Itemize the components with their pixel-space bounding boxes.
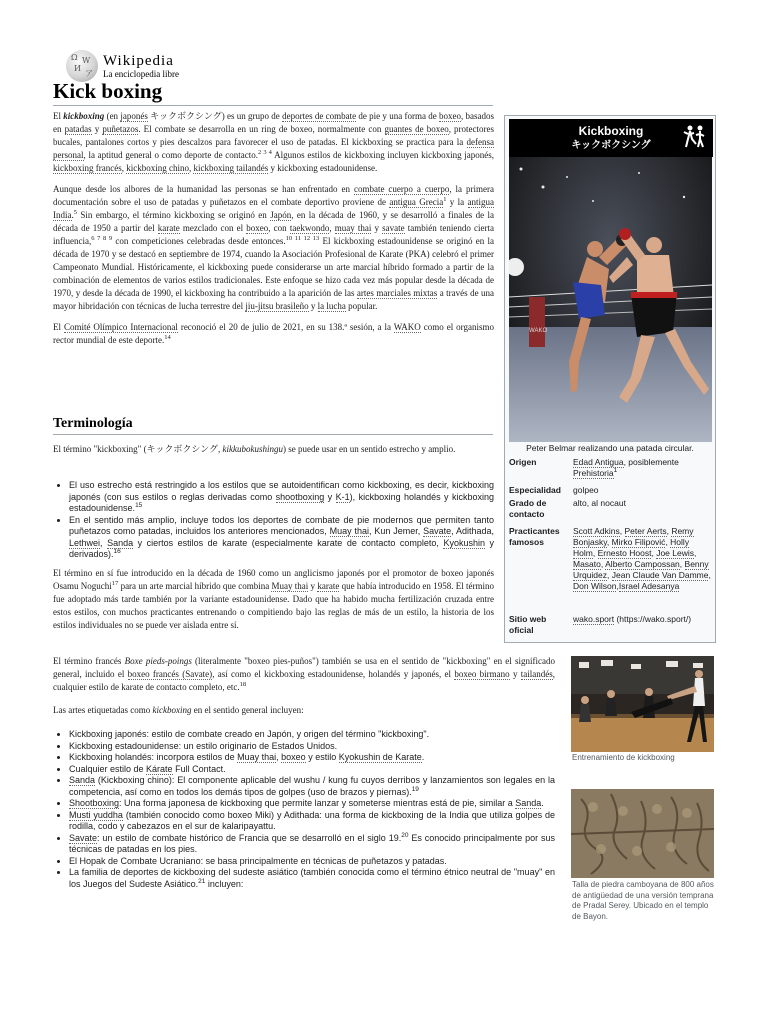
inline-link[interactable]: Jean Claude Van Damme	[611, 570, 709, 580]
inline-link[interactable]: kickboxing tailandés	[193, 163, 269, 173]
list-item: • En el sentido más amplio, incluye todos los deportes de combate de pie modernos que permiten tanto puñetazos como patadas, incluidos los anteriores mencionados, Muay thai, Kun Jemer, Savate, Adithada, Lethwei, Sanda y ciertos estilos de karate (especialmente karate de contacto completo, Kyokushin y derivados).$^{16}$	[69, 515, 494, 561]
inline-link[interactable]: boxeo	[439, 111, 461, 121]
citation-ref[interactable]: 1	[443, 196, 447, 203]
inline-link[interactable]: Holly Holm	[573, 537, 690, 558]
inline-link[interactable]: Lethwei	[69, 537, 101, 548]
inline-link[interactable]: Israel Adesanya	[618, 581, 680, 591]
citation-ref[interactable]: 17	[111, 580, 119, 587]
globe-icon: Ω W И ア	[66, 50, 98, 82]
intro-section	[53, 110, 494, 347]
inline-link[interactable]: boxeo	[246, 223, 269, 233]
intro-paragraph-3: El Comité Olímpico Internacional reconoció el 20 de julio de 2021, en su 138.ª sesión, a la WAKO como el organismo rector mundial de este deporte.$^{14}$	[53, 322, 494, 345]
list-item: • Shootboxing: Una forma japonesa de kickboxing que permite lanzar y someterse mientras está de pie, similar a Sanda.	[69, 798, 555, 810]
arts-list	[53, 729, 555, 890]
inline-link[interactable]: Savate	[423, 526, 452, 536]
inline-link[interactable]: muay thai	[334, 223, 372, 233]
tagline: La enciclopedia libre	[103, 68, 179, 79]
inline-link[interactable]: Ernesto Hoost	[597, 548, 652, 558]
infobox-title-japanese: キックボクシング	[571, 140, 651, 151]
inline-link[interactable]: jiu-jitsu brasileño	[245, 301, 309, 311]
kickboxing-pictogram-icon	[683, 123, 707, 151]
inline-link[interactable]: Prehistoria	[573, 468, 614, 478]
intro-paragraph-1: El kickboxing (en japonés キックボクシング) es un grupo de deportes de combate de pie y una forma de boxeo, basados en patadas y puñetazos. El combate se desarrolla en un ring de boxeo, normalmente con guantes de boxeo, protectores bucales, pantalones cortos y pies descalzos para favorecer el uso de patadas. El kickboxing se practica para la defensa personal, la aptitud general o como deporte de contacto.$^{2 3 4}$ Algunos estilos de kickboxing incluyen kickboxing japonés, kickboxing francés, kickboxing chino, kickboxing tailandés y kickboxing estadounidense.	[53, 111, 495, 173]
stone-carving-caption: Talla de piedra camboyana de 800 años de antigüedad de una versión temprana de Pradal Serey. Ubicado en el templo de Bayon.	[572, 880, 714, 921]
citation-ref[interactable]: 10 11 12 13	[285, 235, 320, 242]
inline-link[interactable]: guantes de boxeo	[384, 124, 449, 134]
inline-link[interactable]: Muay thai	[237, 752, 277, 762]
inline-link[interactable]: Sanda	[107, 537, 134, 548]
page-title: Kick boxing	[53, 78, 493, 106]
citation-ref[interactable]: 5	[73, 209, 77, 216]
inline-link[interactable]: Masato	[573, 559, 601, 569]
inline-link[interactable]: Comité Olímpico Internacional	[63, 322, 178, 332]
list-item: • El uso estrecho está restringido a los estilos que se autoidentifican como kickboxing, es decir, kickboxing japonés (con sus estilos o reglas derivadas como shootboxing y K-1), kickboxing holandés y kickboxing estadounidense.$^{15}$	[69, 480, 494, 515]
inline-link[interactable]: japonés	[120, 111, 148, 121]
list-item: • Cualquier estilo de Kárate Full Contact.	[69, 764, 555, 776]
inline-link[interactable]: Edad Antigua	[573, 457, 624, 467]
stone-carving-photo[interactable]	[571, 789, 714, 878]
inline-link[interactable]: Scott Adkins	[573, 526, 620, 536]
inline-link[interactable]: deportes de combate	[282, 111, 357, 121]
inline-link[interactable]: karate	[157, 223, 180, 233]
inline-link[interactable]: defensa personal	[53, 137, 494, 160]
inline-link[interactable]: boxeo birmano	[454, 669, 510, 679]
list-item: • La familia de deportes de kickboxing del sudeste asiático (también conocida como el término étnico neutral de "muay" en los Juegos del Sudeste Asiático.$^{21}$ incluyen:	[69, 867, 555, 890]
inline-link[interactable]: Kyokushin	[443, 537, 485, 548]
inline-link[interactable]: Don Wilson	[573, 581, 617, 591]
citation-ref[interactable]: 20	[401, 831, 409, 839]
list-item: • El Hopak de Combate Ucraniano: se basa principalmente en técnicas de puñetazos y patadas.	[69, 856, 555, 868]
inline-link[interactable]: K-1	[335, 491, 350, 502]
inline-link[interactable]: boxeo francés (Savate)	[127, 669, 213, 679]
list-item: • Savate: un estilo de combate histórico de Francia que se desarrolló en el siglo 19.20 Es conocido principalmente por sus técnicas de patadas en los pies.	[69, 833, 555, 856]
inline-link[interactable]: combate cuerpo a cuerpo	[353, 184, 450, 194]
inline-link[interactable]: artes marciales mixtas	[356, 288, 438, 298]
inline-link[interactable]: tailandés	[520, 669, 553, 679]
inline-link[interactable]: boxeo	[281, 752, 306, 762]
training-caption: Entrenamiento de kickboxing	[572, 753, 675, 762]
inline-link[interactable]: antigua India	[53, 197, 494, 220]
inline-link[interactable]: karate	[317, 581, 340, 591]
inline-link[interactable]: Japón	[270, 210, 292, 220]
inline-link[interactable]: Muay thai	[271, 581, 309, 591]
list-item: • Kickboxing japonés: estilo de combate creado en Japón, y origen del término "kickboxing".	[69, 729, 555, 741]
inline-link[interactable]: Savate	[69, 832, 98, 843]
inline-link[interactable]: Shootboxing	[69, 798, 120, 808]
terminology-intro: El término "kickboxing" (キックボクシング, kikkubokushingu) se puede usar en un sentido estrecho y amplio.	[53, 444, 456, 454]
inline-link[interactable]: puñetazos	[102, 124, 139, 134]
infobox-title: Kickboxing	[578, 124, 644, 138]
inline-link[interactable]: Sanda	[69, 775, 96, 785]
citation-ref[interactable]: 1	[613, 467, 618, 475]
inline-link[interactable]: Kárate	[146, 763, 173, 774]
inline-link[interactable]: Mirko Filipović	[611, 537, 666, 547]
intro-paragraph-2: Aunque desde los albores de la humanidad las personas se han enfrentado en combate cuerpo a cuerpo, la primera documentación sobre el uso de patadas y puñetazos en el combate deportivo proviene de antigua Grecia$^1$ y la antigua India.$^5$ Sin embargo, el término kickboxing se originó en Japón, en la década de 1960, y se desarrolló a finales de la década de 1950 a partir del karate mezclado con el boxeo, con taekwondo, muay thai y savate también teniendo cierta influencia,$^{6 7 8 9}$ con competiciones celebradas desde entonces.$^{10 11 12 13}$ El kickboxing estadounidense se originó en la década de 1970 y se destacó en septiembre de 1974, cuando la Asociación Profesional de Karate (PKA) celebró el primer Campeonato Mundial. Históricamente, el kickboxing puede considerarse un arte marcial híbrido formado a partir de la combinación de elementos de varios estilos tradicionales. Este enfoque se hizo cada vez más popular desde la década de 1970, y desde la década de 1990, el kickboxing ha contribuido a la aparición de las artes marciales mixtas a través de una mayor hibridación con técnicas de lucha terrestre del jiu-jitsu brasileño y la lucha popular.	[53, 184, 495, 311]
citation-ref[interactable]: 15	[135, 502, 143, 509]
wordmark: Wikipedia	[103, 52, 174, 69]
list-item: • Sanda (Kickboxing chino): El componente aplicable del wushu / kung fu cuyos derribos y lanzamientos son legales en la competencia, así como en todos los demás tipos de golpes (uso de brazos y piernas).$^{19}$	[69, 775, 555, 798]
inline-link[interactable]: savate	[382, 223, 405, 233]
inline-link[interactable]: Kyokushin de Karate	[338, 752, 422, 762]
infobox: Kickboxing キックボクシング WAKO Peter Belmar realizando una patada circular. Origen Edad Antigua, posiblemente Prehistoria$^1$ Especialidad golpeo Grado de contacto alto, al nocaut Practicantes famosos Scott Adkins, Peter Aerts, Remy Bonjasky, Mirko Filipović, Holly Holm, Ernesto Hoost, Joe Lewis, Masato, Alberto Campossan, Benny Urquidez, Jean Claude Van Damme, Don Wilson,Israel Adesanya Sitio web oficial wako.sport (https://wako.sport/)	[504, 115, 716, 643]
citation-ref[interactable]: 2 3 4	[258, 149, 272, 156]
inline-link[interactable]: Muay thai	[329, 526, 369, 536]
inline-link[interactable]: Joe Lewis	[656, 548, 694, 558]
inline-link[interactable]: shootboxing	[275, 491, 325, 502]
infobox-row-origen: Origen Edad Antigua, posiblemente Prehistoria$^1$	[509, 457, 679, 478]
svg-text:WAKO: WAKO	[529, 328, 548, 334]
inline-link[interactable]: Musti yuddha	[69, 809, 123, 820]
inline-link[interactable]: taekwondo	[289, 223, 330, 233]
inline-link[interactable]: patadas	[64, 124, 92, 134]
terminology-paragraph-2: El término en sí fue introducido en la década de 1960 como un anglicismo japonés por el promotor de boxeo japonés Osamu Noguchi$^{17}$ para un arte marcial híbrido que combina Muay thai y karate que había introducido en 1958. El término fue adoptado más tarde también por la variante estadounidense. Dado que ha habido mucha fertilización cruzada entre estos estilos, con muchos practicantes entrenando o compitiendo bajo las reglas de más de un estilo, la historia de los estilos individuales no se puede ver aislada entre sí.	[53, 568, 494, 630]
infobox-photo[interactable]	[509, 157, 712, 442]
citation-ref[interactable]: 18	[239, 681, 247, 688]
inline-link[interactable]: Remy Bonjasky	[573, 526, 694, 547]
inline-link[interactable]: kickboxing francés	[53, 163, 122, 173]
infobox-header	[509, 119, 713, 157]
list-item: • Kickboxing estadounidense: un estilo originario de Estados Unidos.	[69, 741, 555, 753]
inline-link[interactable]: la lucha	[317, 301, 346, 311]
training-photo[interactable]	[571, 656, 714, 752]
citation-ref[interactable]: 16	[113, 548, 121, 555]
infobox-caption: Peter Belmar realizando una patada circular.	[526, 443, 694, 453]
inline-link[interactable]: Benny Urquidez	[573, 559, 709, 580]
terminology-paragraph-3: El término francés Boxe pieds-poings (literalmente "boxeo pies-puños") también se usa en el sentido de "kickboxing" en el significado general, incluido el boxeo francés (Savate), así como el kickboxing estadounidense, holandés y japonés, el boxeo birmano y tailandés, cualquier estilo de karate de contacto completo, etc.$^{18}$	[53, 656, 555, 692]
citation-ref[interactable]: 6 7 8 9	[91, 235, 113, 242]
inline-link[interactable]: wako.sport	[573, 614, 615, 624]
inline-link[interactable]: Alberto Campossan	[605, 559, 680, 569]
list-item: • Musti yuddha (también conocido como boxeo Miki) y Adithada: una forma de kickboxing de la India que utiliza golpes de rodilla, codo y cabezazos en el sur de kalaripayattu.	[69, 810, 555, 833]
citation-ref[interactable]: 19	[411, 785, 419, 793]
terminology-paragraph-4: Las artes etiquetadas como kickboxing en el sentido general incluyen:	[53, 705, 304, 715]
inline-link[interactable]: kickboxing chino	[126, 163, 189, 173]
section-heading-terminologia: Terminología	[53, 416, 493, 435]
inline-link[interactable]: WAKO	[393, 322, 421, 332]
inline-link[interactable]: antigua Grecia	[389, 197, 444, 207]
citation-ref[interactable]: 14	[164, 334, 171, 341]
citation-ref[interactable]: 21	[198, 877, 206, 885]
terminology-list	[53, 480, 494, 561]
list-item: • Kickboxing holandés: incorpora estilos de Muay thai, boxeo y estilo Kyokushin de Karate.	[69, 752, 555, 764]
inline-link[interactable]: Peter Aerts	[624, 526, 667, 536]
inline-link[interactable]: Sanda	[515, 798, 542, 808]
